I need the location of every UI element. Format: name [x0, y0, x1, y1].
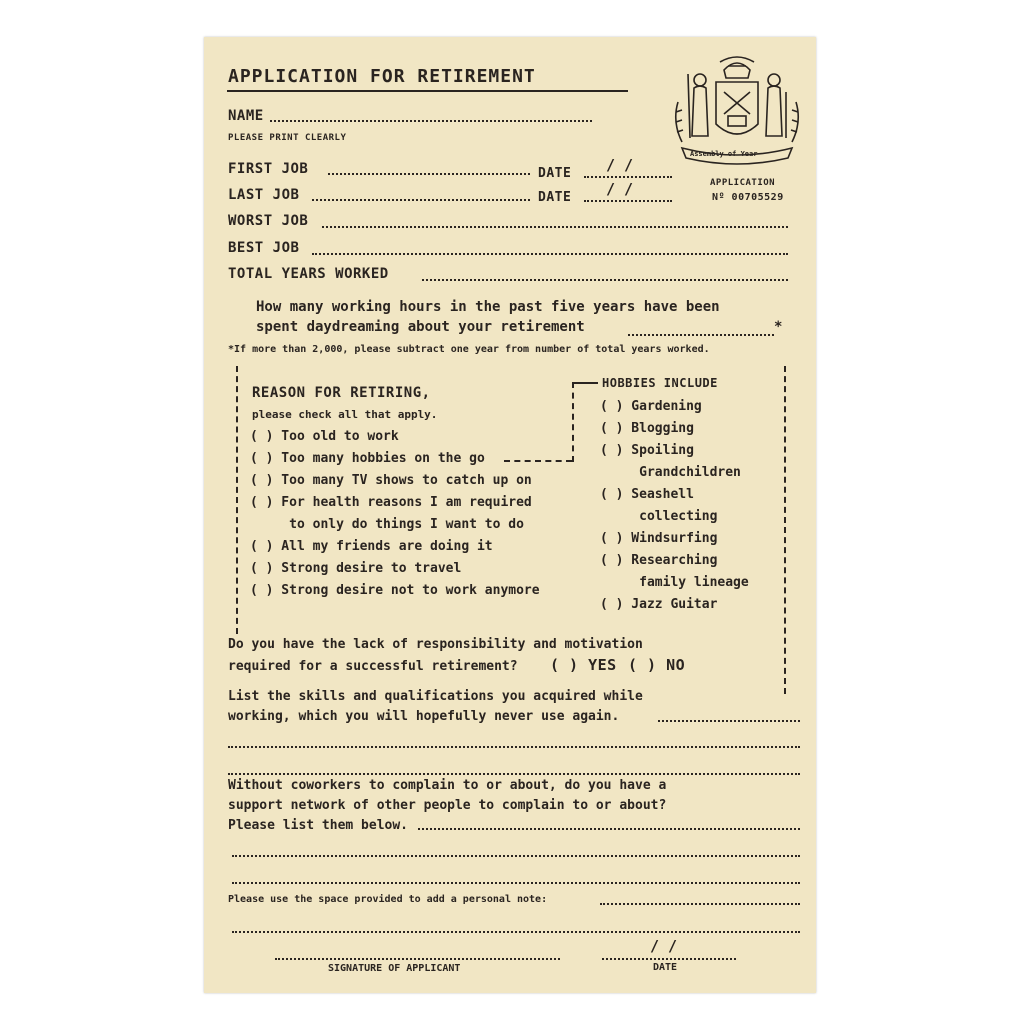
- reason-not-work-checkbox[interactable]: ( ) Strong desire not to work anymore: [250, 583, 540, 598]
- support-field-line2[interactable]: [232, 855, 800, 857]
- name-label: NAME: [228, 108, 264, 124]
- best-job-label: BEST JOB: [228, 240, 300, 256]
- reason-friends-checkbox[interactable]: ( ) All my friends are doing it: [250, 539, 493, 554]
- hobby-researching-checkbox[interactable]: ( ) Researching: [600, 553, 718, 568]
- first-job-field[interactable]: [328, 173, 530, 175]
- worst-job-label: WORST JOB: [228, 213, 309, 229]
- hobby-seashell-checkbox[interactable]: ( ) Seashell: [600, 487, 694, 502]
- hobby-gardening-checkbox[interactable]: ( ) Gardening: [600, 399, 702, 414]
- reason-health-continued: to only do things I want to do: [250, 517, 524, 532]
- application-number: Nº 00705529: [712, 192, 784, 203]
- signature-field[interactable]: [275, 958, 560, 960]
- reason-health-checkbox[interactable]: ( ) For health reasons I am required: [250, 495, 532, 510]
- hobby-seashell-continued: collecting: [600, 509, 718, 524]
- reason-box-right-border: [784, 366, 786, 694]
- hours-question-line1: How many working hours in the past five years have been: [256, 299, 720, 315]
- name-field[interactable]: [270, 120, 592, 122]
- hobby-spoiling-checkbox[interactable]: ( ) Spoiling: [600, 443, 694, 458]
- reason-too-old-checkbox[interactable]: ( ) Too old to work: [250, 429, 399, 444]
- hobby-researching-continued: family lineage: [600, 575, 749, 590]
- form-title: APPLICATION FOR RETIREMENT: [228, 66, 536, 87]
- hobby-jazz-guitar-checkbox[interactable]: ( ) Jazz Guitar: [600, 597, 718, 612]
- last-job-date-label: DATE: [538, 190, 572, 205]
- signature-label: SIGNATURE OF APPLICANT: [328, 963, 461, 974]
- reason-travel-checkbox[interactable]: ( ) Strong desire to travel: [250, 561, 462, 576]
- reason-box-left-border: [236, 366, 238, 634]
- hours-asterisk: *: [774, 319, 783, 335]
- hours-footnote: *If more than 2,000, please subtract one year from number of total years worked.: [228, 344, 710, 355]
- best-job-field[interactable]: [312, 253, 788, 255]
- last-job-field[interactable]: [312, 199, 530, 201]
- skills-field-line2[interactable]: [228, 746, 800, 748]
- first-job-label: FIRST JOB: [228, 161, 309, 177]
- title-underline: [227, 90, 628, 92]
- skills-field-line3[interactable]: [228, 773, 800, 775]
- application-label: APPLICATION: [710, 178, 776, 188]
- hobby-spoiling-continued: Grandchildren: [600, 465, 741, 480]
- responsibility-question-line1: Do you have the lack of responsibility and motivation: [228, 637, 643, 652]
- personal-note-label: Please use the space provided to add a personal note:: [228, 894, 548, 905]
- worst-job-field[interactable]: [322, 226, 788, 228]
- support-question-line1: Without coworkers to complain to or about, do you have a: [228, 778, 667, 793]
- personal-note-field-line2[interactable]: [232, 931, 800, 933]
- seal-banner-text: Assembly of Year: [690, 150, 758, 158]
- last-job-date-slashes: / /: [606, 180, 634, 198]
- support-question-line2: support network of other people to complain to or about?: [228, 798, 667, 813]
- reason-title: REASON FOR RETIRING,: [252, 385, 431, 401]
- hobbies-title: HOBBIES INCLUDE: [602, 376, 718, 390]
- first-job-date-label: DATE: [538, 166, 572, 181]
- yes-checkbox[interactable]: ( ) YES: [550, 656, 617, 674]
- last-job-label: LAST JOB: [228, 187, 300, 203]
- hours-question-line2: spent daydreaming about your retirement: [256, 319, 585, 335]
- hobbies-connector-horizontal: [504, 460, 572, 462]
- bottom-date-label: DATE: [653, 962, 678, 973]
- hobby-blogging-checkbox[interactable]: ( ) Blogging: [600, 421, 694, 436]
- support-question-line3: Please list them below.: [228, 818, 409, 833]
- total-years-label: TOTAL YEARS WORKED: [228, 266, 389, 282]
- hobbies-connector-top: [572, 382, 598, 384]
- personal-note-field-line1[interactable]: [600, 903, 800, 905]
- reason-tv-shows-checkbox[interactable]: ( ) Too many TV shows to catch up on: [250, 473, 532, 488]
- no-checkbox[interactable]: ( ) NO: [628, 656, 686, 674]
- first-job-date-field[interactable]: [584, 176, 672, 178]
- bottom-date-slashes: / /: [650, 937, 678, 955]
- skills-field-line1[interactable]: [658, 720, 800, 722]
- reason-subtitle: please check all that apply.: [252, 408, 438, 421]
- bottom-date-field[interactable]: [602, 958, 736, 960]
- hobbies-connector-vertical: [572, 382, 574, 462]
- skills-question-line1: List the skills and qualifications you acquired while: [228, 689, 643, 704]
- reason-hobbies-checkbox[interactable]: ( ) Too many hobbies on the go: [250, 451, 485, 466]
- last-job-date-field[interactable]: [584, 200, 672, 202]
- first-job-date-slashes: / /: [606, 156, 634, 174]
- responsibility-question-line2: required for a successful retirement?: [228, 659, 518, 674]
- hobby-windsurfing-checkbox[interactable]: ( ) Windsurfing: [600, 531, 718, 546]
- skills-question-line2: working, which you will hopefully never use again.: [228, 709, 620, 724]
- total-years-field[interactable]: [422, 279, 788, 281]
- print-clearly-note: PLEASE PRINT CLEARLY: [228, 133, 347, 143]
- hours-field[interactable]: [628, 334, 774, 336]
- support-field-line1[interactable]: [418, 828, 800, 830]
- support-field-line3[interactable]: [232, 882, 800, 884]
